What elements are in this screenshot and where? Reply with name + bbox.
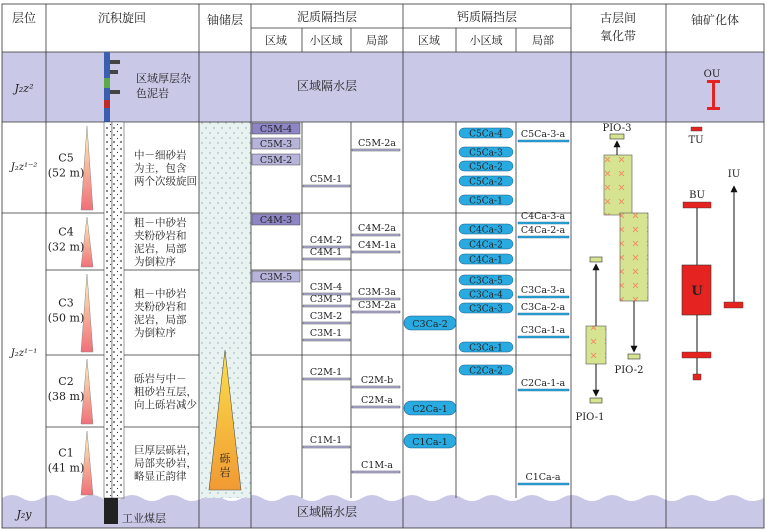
bottom-aquitard-text: 区域隔水层 — [296, 505, 358, 519]
ca-small-label: C5Ca-2 — [469, 162, 503, 173]
header-mud-barrier: 泥质隔挡层 — [296, 10, 358, 24]
cycle-desc-c5-line1: 中－细砂岩 — [134, 149, 187, 162]
cycle-thickness-c5: (52 m) — [47, 166, 85, 180]
pio-1-label: PIO-1 — [575, 412, 605, 423]
ca-local-layer — [518, 483, 569, 485]
mud-region-label: C5M-4 — [259, 124, 293, 135]
mud-small-label: C3M-1 — [309, 328, 343, 339]
ca-local-layer — [518, 236, 569, 238]
ca-local-layer — [518, 222, 569, 224]
mud-small-layer — [303, 446, 350, 448]
ore-iu-label: IU — [727, 169, 741, 180]
ca-local-layer — [518, 336, 569, 338]
pio-2-label: PIO-2 — [614, 365, 644, 376]
cycle-thickness-c2: (38 m) — [47, 390, 85, 403]
subheader-ca-local: 局部 — [532, 34, 554, 47]
cycle-name-c1: C1 — [58, 446, 74, 460]
ca-local-label: C2Ca-1-a — [520, 378, 566, 389]
mud-region-label: C5M-2 — [259, 155, 293, 166]
ca-small-label: C3Ca-1 — [469, 343, 503, 354]
cycle-desc-c4-line2: 夹粉砂岩和 — [134, 230, 187, 242]
cycle-name-c3: C3 — [58, 296, 74, 310]
cycle-desc-c4-line1: 粗－中砂岩 — [134, 217, 187, 229]
ore-u-label: U — [691, 284, 703, 299]
ca-local-label: C3Ca-2-a — [520, 302, 566, 313]
cycle-desc-c4-line4: 为倒粒序 — [134, 256, 176, 268]
ca-small-label: C3Ca-4 — [469, 290, 503, 301]
ca-small-label: C4Ca-3 — [469, 225, 503, 236]
ca-local-label: C3Ca-3-a — [520, 285, 566, 296]
subheader-ca-region: 区域 — [418, 34, 440, 47]
pio-3-label: PIO-3 — [602, 123, 632, 134]
mud-local-label: C2M-a — [361, 395, 393, 406]
mud-local-layer — [352, 251, 400, 253]
ca-small-label: C4Ca-1 — [469, 255, 503, 266]
formation-top-label: J₂z² — [14, 82, 34, 95]
ca-small-label: C2Ca-2 — [469, 366, 503, 377]
header-paleo-line1: 古层间 — [599, 11, 637, 25]
header-orebody: 铀矿化体 — [690, 13, 740, 27]
mud-local-layer — [352, 386, 400, 388]
mud-local-layer — [352, 234, 400, 236]
mud-small-label: C3M-2 — [309, 311, 343, 322]
mud-local-label: C2M-b — [360, 375, 394, 386]
mud-small-label: C2M-1 — [309, 367, 343, 378]
mud-region-label: C3M-5 — [259, 272, 293, 283]
header-layer: 层位 — [11, 11, 37, 25]
formation-mid-lower-label: J₂z¹⁻¹ — [10, 348, 38, 359]
cycle-desc-c2-line1: 砾岩与中－ — [134, 373, 187, 385]
mud-local-label: C3M-2a — [358, 300, 396, 311]
mud-small-label: C3M-4 — [309, 282, 343, 293]
ca-local-label: C1Ca-a — [525, 472, 561, 483]
mud-local-layer — [352, 406, 400, 408]
cycle-thickness-c1: (41 m) — [47, 461, 85, 475]
cycle-desc-c3-line1: 粗－中砂岩 — [134, 288, 187, 300]
ore-bodies — [682, 80, 743, 380]
ca-small-label: C4Ca-2 — [469, 240, 503, 251]
mud-local-label: C4M-1a — [358, 240, 396, 251]
mud-local-label: C4M-2a — [358, 223, 396, 234]
mud-local-label: C1M-a — [361, 460, 393, 471]
cycle-thickness-c4: (32 m) — [47, 240, 85, 254]
mud-local-layer — [352, 149, 400, 151]
mud-small-label: C4M-2 — [309, 235, 343, 246]
ca-region-label: C2Ca-1 — [412, 404, 448, 415]
cycle-thickness-c3: (50 m) — [47, 311, 85, 325]
formation-mid-upper-label: J₂z¹⁻² — [10, 162, 38, 173]
ca-small-label: C3Ca-3 — [469, 304, 503, 315]
ca-local-layer — [518, 296, 569, 298]
mud-small-layer — [303, 258, 350, 260]
cycle-name-c5: C5 — [58, 151, 74, 165]
mud-region-label: C4M-3 — [259, 215, 293, 226]
ca-small-label: C5Ca-2 — [469, 177, 503, 188]
cycle-desc-c3-line4: 为倒粒序 — [134, 327, 176, 339]
header-ca-barrier: 钙质隔挡层 — [456, 10, 518, 24]
reservoir-label-1: 砾 — [219, 452, 231, 465]
ore-tu-label: TU — [688, 135, 704, 146]
ca-small-label: C5Ca-4 — [469, 129, 503, 140]
mud-small-layer — [303, 339, 350, 341]
ca-small-label: C3Ca-5 — [469, 276, 503, 287]
cycle-desc-c5-line3: 两个次级旋回 — [134, 175, 197, 188]
ca-local-layer — [518, 313, 569, 315]
cycle-desc-c3-line2: 夹粉砂岩和 — [134, 301, 187, 313]
mud-small-label: C3M-3 — [309, 294, 343, 305]
subheader-mud-local: 局部 — [366, 34, 388, 47]
lithology-column — [104, 52, 124, 524]
mud-small-layer — [303, 378, 350, 380]
top-desc-line1: 区域厚层杂 — [136, 72, 191, 85]
cycle-desc-c2-line2: 粗砂岩互层， — [134, 386, 197, 398]
ca-local-layer — [518, 140, 569, 142]
mud-local-label: C3M-3a — [358, 287, 396, 298]
mud-small-label: C4M-1 — [309, 247, 343, 258]
cycle-desc-c1-line3: 略显正韵律 — [134, 470, 187, 483]
ca-local-label: C4Ca-3-a — [520, 211, 566, 222]
ca-region-label: C1Ca-1 — [412, 437, 448, 448]
bottom-desc: 工业煤层 — [122, 512, 166, 525]
paleo-oxidation-zones — [586, 134, 648, 403]
ore-ou-label: OU — [703, 69, 721, 80]
ore-bu-label: BU — [689, 190, 705, 201]
subheader-ca-small: 小区域 — [469, 34, 503, 47]
cycle-name-c2: C2 — [58, 375, 74, 388]
cycle-desc-c3-line3: 泥岩，局部 — [134, 314, 187, 326]
ca-small-label: C5Ca-1 — [469, 196, 503, 207]
mud-small-layer — [303, 185, 350, 187]
cycle-desc-c4-line3: 泥岩，局部 — [134, 243, 187, 255]
ca-region-label: C3Ca-2 — [412, 319, 448, 330]
ca-local-layer — [518, 389, 569, 391]
ca-local-label: C4Ca-2-a — [520, 225, 566, 236]
top-aquitard-text: 区域隔水层 — [296, 79, 358, 93]
header-reservoir: 铀储层 — [206, 13, 244, 27]
ca-local-label: C3Ca-1-a — [520, 325, 566, 336]
mud-region-label: C5M-3 — [259, 139, 293, 150]
cycle-desc-c1-line2: 局部夹砂岩， — [134, 457, 197, 470]
top-desc-line2: 色泥岩 — [136, 87, 169, 100]
reservoir-label-2: 岩 — [219, 466, 231, 479]
cycle-desc-c1-line1: 巨厚层砾岩， — [134, 444, 197, 457]
mud-small-layer — [303, 322, 350, 324]
cycle-desc-c2-line3: 向上砾岩减少 — [134, 399, 197, 411]
ca-small-label: C5Ca-3 — [469, 148, 503, 159]
cycle-desc-c5-line2: 为主，包含 — [134, 162, 187, 175]
mud-small-layer — [303, 305, 350, 307]
ca-local-label: C5Ca-3-a — [520, 129, 566, 140]
cycle-name-c4: C4 — [58, 225, 74, 239]
mud-local-layer — [352, 311, 400, 313]
formation-bottom-label: J₂y — [16, 508, 32, 521]
header-paleo-line2: 氧化带 — [599, 29, 637, 43]
subheader-mud-region: 区域 — [265, 34, 287, 47]
mud-small-label: C5M-1 — [309, 174, 343, 185]
subheader-mud-small: 小区域 — [309, 34, 343, 47]
mud-local-layer — [352, 471, 400, 473]
mud-local-label: C5M-2a — [358, 138, 396, 149]
mud-small-label: C1M-1 — [309, 435, 343, 446]
header-cycle: 沉积旋回 — [97, 11, 147, 25]
